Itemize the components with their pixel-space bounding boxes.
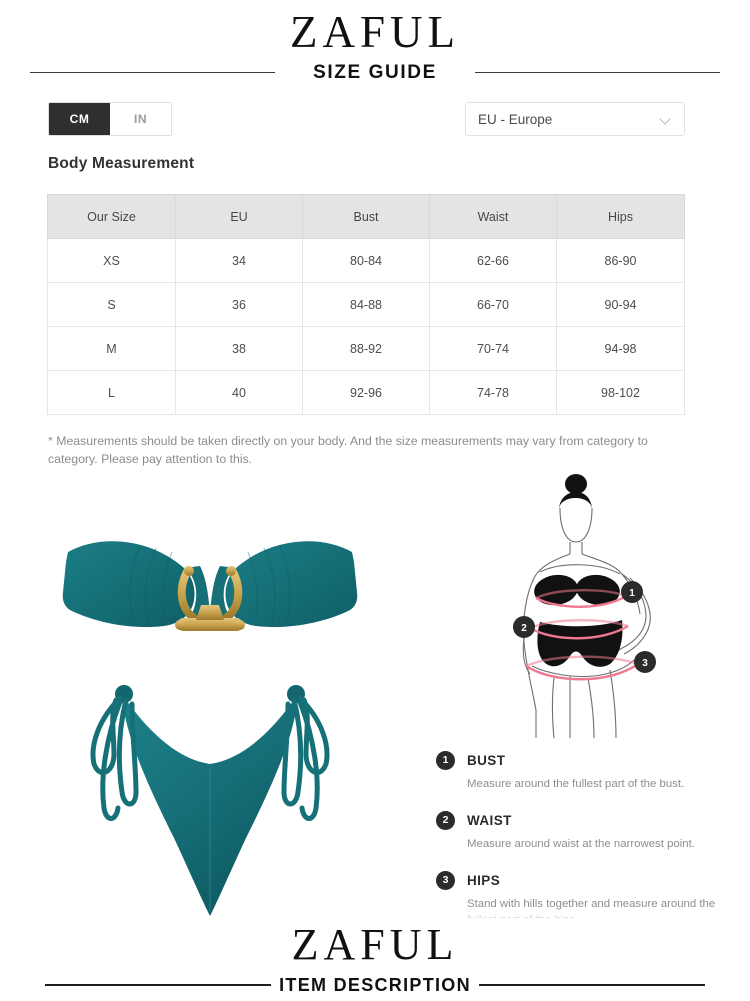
region-select[interactable] xyxy=(465,102,685,136)
legend-badge-2: 2 xyxy=(436,811,455,830)
cell-hips: 98-102 xyxy=(557,371,685,415)
col-header-waist: Waist xyxy=(430,195,557,239)
footer-zaful-logo: ZAFUL xyxy=(291,920,459,969)
cell-bust: 84-88 xyxy=(303,283,430,327)
figure-marker-2: 2 xyxy=(521,623,527,634)
zaful-logo: ZAFUL xyxy=(290,7,460,57)
chevron-down-icon xyxy=(661,114,672,125)
legend-item-bust xyxy=(436,750,736,792)
cell-waist: 70-74 xyxy=(430,327,557,371)
page-header xyxy=(0,0,750,92)
cell-eu: 38 xyxy=(176,327,303,371)
body-figure-diagram xyxy=(470,470,700,740)
size-table xyxy=(47,194,685,415)
cell-our-size: S xyxy=(48,283,176,327)
page-title xyxy=(0,61,750,85)
cell-hips: 94-98 xyxy=(557,327,685,371)
unit-toggle[interactable] xyxy=(48,102,172,136)
legend-title-bust: BUST xyxy=(467,752,506,768)
col-header-hips: Hips xyxy=(557,195,685,239)
legend-head-waist xyxy=(436,810,736,830)
cell-waist: 62-66 xyxy=(430,239,557,283)
cell-bust: 80-84 xyxy=(303,239,430,283)
figure-marker-3: 3 xyxy=(642,658,648,669)
cell-waist: 74-78 xyxy=(430,371,557,415)
page-footer xyxy=(0,918,750,1000)
product-images xyxy=(30,500,420,940)
cell-bust: 92-96 xyxy=(303,371,430,415)
table-row xyxy=(48,283,685,327)
controls-row xyxy=(0,102,750,140)
region-select-value: EU - Europe xyxy=(478,111,553,127)
body-measurement-title: Body Measurement xyxy=(48,155,195,172)
footer-title-text: ITEM DESCRIPTION xyxy=(271,975,479,995)
legend-title-waist: WAIST xyxy=(467,812,512,828)
legend-desc-waist: Measure around waist at the narrowest point. xyxy=(467,838,695,850)
footer-divider xyxy=(0,973,750,1001)
cell-hips: 86-90 xyxy=(557,239,685,283)
unit-button-in[interactable]: IN xyxy=(110,103,171,135)
col-header-our-size: Our Size xyxy=(48,195,176,239)
cell-bust: 88-92 xyxy=(303,327,430,371)
cell-our-size: XS xyxy=(48,239,176,283)
cell-hips: 90-94 xyxy=(557,283,685,327)
table-row xyxy=(48,371,685,415)
cell-eu: 36 xyxy=(176,283,303,327)
cell-waist: 66-70 xyxy=(430,283,557,327)
col-header-bust: Bust xyxy=(303,195,430,239)
table-row xyxy=(48,327,685,371)
footer-title xyxy=(0,973,750,997)
table-header-row xyxy=(48,195,685,239)
bikini-bottom-image xyxy=(60,672,360,922)
legend-title-hips: HIPS xyxy=(467,872,501,888)
measurement-note: * Measurements should be taken directly on your body. And the size measurements may vary from category to category. Please pay attention to this. xyxy=(48,434,648,466)
cell-eu: 34 xyxy=(176,239,303,283)
figure-marker-1: 1 xyxy=(629,588,635,599)
legend-badge-1: 1 xyxy=(436,751,455,770)
cell-our-size: M xyxy=(48,327,176,371)
header-divider xyxy=(0,61,750,91)
legend-head-hips xyxy=(436,870,736,890)
legend-badge-3: 3 xyxy=(436,871,455,890)
legend-desc-hips-line1: Stand with hills together and measure around the xyxy=(467,898,716,910)
size-table-body xyxy=(48,239,685,415)
col-header-eu: EU xyxy=(176,195,303,239)
legend-item-waist xyxy=(436,810,736,852)
measurement-legend xyxy=(436,750,736,946)
unit-button-cm[interactable]: CM xyxy=(49,103,110,135)
size-table-head xyxy=(48,195,685,239)
bikini-top-image xyxy=(60,522,360,672)
table-row xyxy=(48,239,685,283)
cell-eu: 40 xyxy=(176,371,303,415)
page-title-text: SIZE GUIDE xyxy=(300,62,450,83)
legend-head-bust xyxy=(436,750,736,770)
cell-our-size: L xyxy=(48,371,176,415)
legend-desc-bust: Measure around the fullest part of the bust. xyxy=(467,778,685,790)
